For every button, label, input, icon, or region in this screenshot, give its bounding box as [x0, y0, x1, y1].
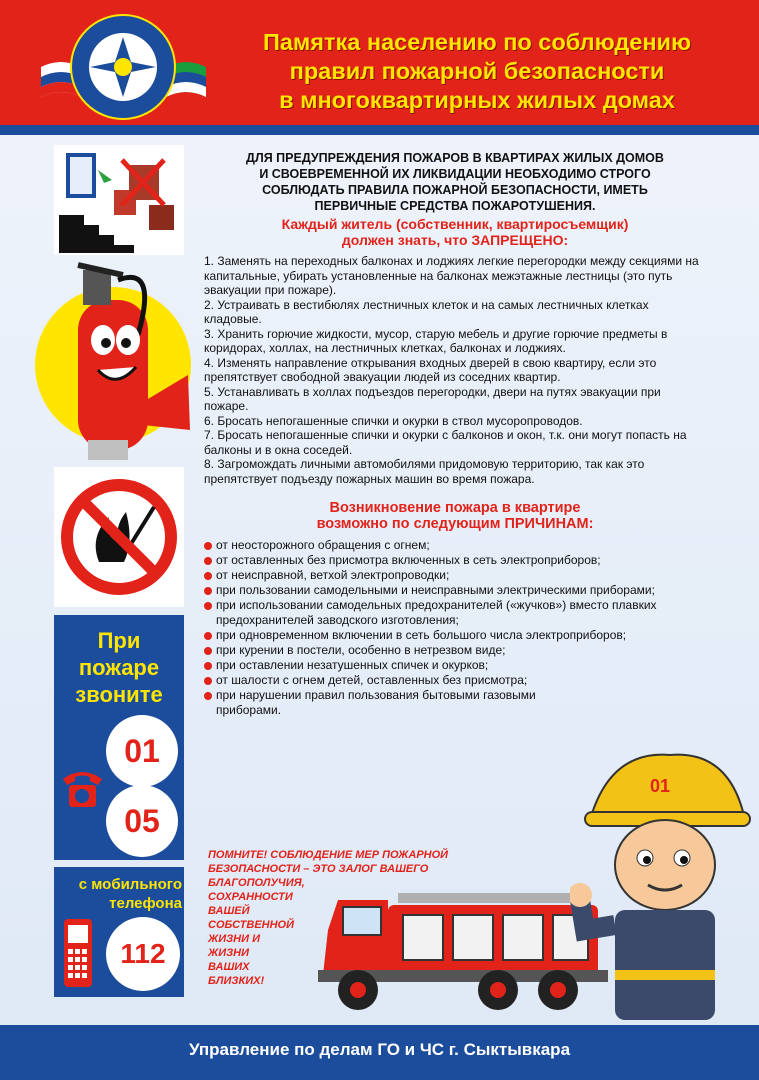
emergency-number-112: 112: [106, 917, 180, 991]
mobile-instruction: с мобильного телефона: [78, 876, 182, 912]
list-item: 4. Изменять направление открывания входных дверей в свою квартиру, если это препятствует свободной эвакуации людей из соседних квартир.: [204, 355, 657, 384]
emergency-number-05: 05: [106, 785, 178, 857]
mobile-call-box: [54, 867, 184, 997]
list-item: при пользовании самодельными и неисправными электрическими приборами;: [204, 583, 704, 598]
no-open-fire-sign: [54, 467, 184, 607]
fire-extinguisher-character: [18, 255, 193, 465]
list-item: от шалости с огнем детей, оставленных без присмотра;: [204, 673, 556, 688]
prohibited-list: [204, 254, 706, 486]
list-item: при нарушении правил пользования бытовыми газовыми приборами.: [204, 688, 556, 718]
emblem-logo: [36, 12, 211, 124]
list-item: 7. Бросать непогашенные спички и окурки с балконов и окон, т.к. они могут попасть на балконы и в окна соседей.: [204, 428, 687, 457]
emergency-call-box: [54, 615, 184, 860]
left-column: [0, 135, 200, 1025]
list-item: при использовании самодельных предохранителей («жучков») вместо плавких предохранителей заводского изготовления;: [204, 598, 704, 628]
list-item: 5. Устанавливать в холлах подъездов перегородки, двери на путях эвакуации при пожаре.: [204, 384, 661, 413]
list-item: 8. Загромождать личными автомобилями придомовую территорию, так как это препятствует подъезду пожарных машин во время пожара.: [204, 457, 645, 486]
list-item: от оставленных без присмотра включенных в сеть электроприборов;: [204, 553, 704, 568]
stairs-clutter-icon: [54, 145, 184, 255]
list-item: 2. Устраивать в вестибюлях лестничных клеток и на самых лестничных клетках кладовые.: [204, 297, 649, 326]
list-item: 6. Бросать непогашенные спички и окурки в ствол мусоропроводов.: [204, 413, 583, 428]
list-item: 1. Заменять на переходных балконах и лоджиях легкие перегородки между секциями на капитальные, убирать установленные на балконах межэтажные лестницы (это путь эвакуации при пожаре).: [204, 254, 699, 297]
page-title: Памятка населению по соблюдению правил пожарной безопасности в многоквартирных жилых домах: [262, 29, 692, 113]
header: [0, 0, 759, 125]
causes-heading: Возникновение пожара в квартире возможно по следующим ПРИЧИНАМ:: [316, 500, 594, 532]
header-divider: [0, 125, 759, 135]
list-item: при курении в постели, особенно в нетрезвом виде;: [204, 643, 556, 658]
list-item: 3. Хранить горючие жидкости, мусор, старую мебель и другие горючие предметы в коридорах, холлах, на лестничных клетках, балконах и лоджиях.: [204, 326, 668, 355]
main-panel: [0, 135, 759, 1025]
list-item: от неосторожного обращения с огнем;: [204, 538, 704, 553]
main-content: [204, 150, 706, 718]
remember-note: ПОМНИТЕ! СОБЛЮДЕНИЕ МЕР ПОЖАРНОЙ БЕЗОПАСНОСТИ – ЭТО ЗАЛОГ ВАШЕГО БЛАГОПОЛУЧИЯ, СОХРАННОСТИ ВАШЕЙ СОБСТВЕННОЙ ЖИЗНИ И ЖИЗНИ ВАШИХ БЛИЗКИХ!: [208, 849, 449, 987]
list-item: при одновременном включении в сеть большого числа электроприборов;: [204, 628, 704, 643]
call-instruction: При пожаре звоните: [75, 628, 163, 707]
footer: [0, 1025, 759, 1080]
prohibited-heading: Каждый житель (собственник, квартиросъемщик) должен знать, что ЗАПРЕЩЕНО:: [281, 216, 629, 248]
list-item: от неисправной, ветхой электропроводки;: [204, 568, 704, 583]
firefighter-character: [570, 750, 755, 1025]
mobile-phone-icon: [62, 917, 94, 989]
emergency-number-01: 01: [106, 715, 178, 787]
footer-text: Управление по делам ГО и ЧС г. Сыктывкара: [188, 1040, 571, 1059]
list-item: при оставлении незатушенных спичек и окурков;: [204, 658, 556, 673]
intro-text: ДЛЯ ПРЕДУПРЕЖДЕНИЯ ПОЖАРОВ В КВАРТИРАХ ЖИЛЫХ ДОМОВ И СВОЕВРЕМЕННОЙ ИХ ЛИКВИДАЦИИ НЕОБХОДИМО СТРОГО СОБЛЮДАТЬ ПРАВИЛА ПОЖАРНОЙ БЕЗОПАСНОСТИ, ИМЕТЬ ПЕРВИЧНЫЕ СРЕДСТВА ПОЖАРОТУШЕНИЯ.: [246, 151, 664, 213]
helmet-number: 01: [650, 776, 671, 796]
phone-icon: [60, 765, 105, 810]
causes-list: [204, 538, 704, 718]
